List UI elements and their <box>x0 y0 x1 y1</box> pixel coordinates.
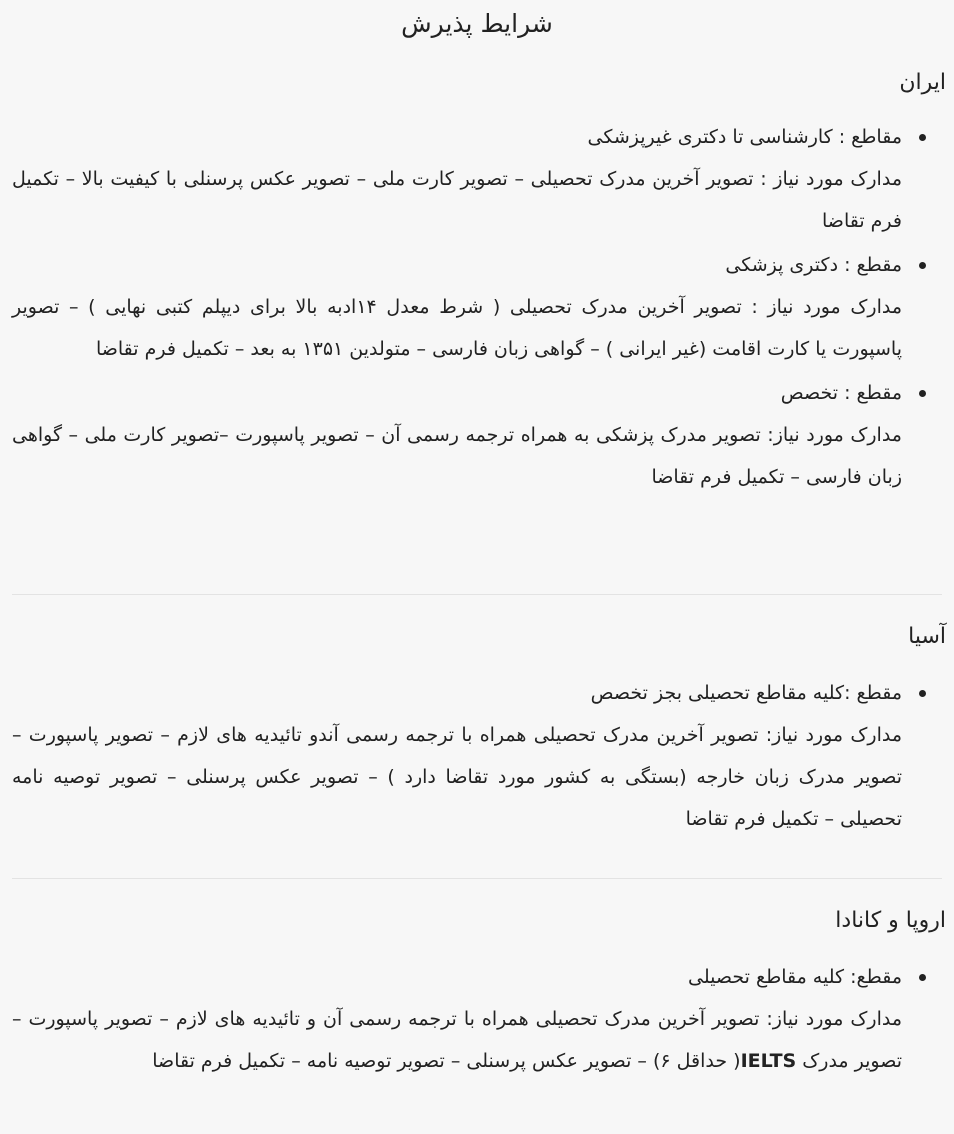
item-body: مدارک مورد نیاز: تصویر مدرک پزشکی به همراه ترجمه رسمی آن – تصویر پاسپورت –تصویر کارت ملی – گواهی زبان فارسی – تکمیل فرم تقاضا <box>12 424 902 488</box>
item-heading <box>12 250 902 280</box>
bullet-icon <box>919 690 926 697</box>
bullet-icon <box>919 390 926 397</box>
section-asia <box>12 622 946 840</box>
item-heading <box>12 378 902 408</box>
item-heading-text: مقطع: کلیه مقاطع تحصیلی <box>688 966 902 988</box>
section-title: ایران <box>899 70 946 95</box>
item-heading <box>12 962 902 992</box>
item-heading <box>12 122 902 152</box>
item-body <box>12 998 902 1082</box>
item-body: مدارک مورد نیاز: تصویر آخرین مدرک تحصیلی همراه با ترجمه رسمی آندو تائیدیه های لازم – تصویر پاسپورت – تصویر مدرک زبان خارجه (بستگی به کشور مورد تقاضا دارد ) – تصویر عکس پرسنلی – تصویر توصیه نامه تحصیلی – تکمیل فرم تقاضا <box>12 724 902 830</box>
section-iran <box>12 68 946 498</box>
item-body-part: ( حداقل ۶) – تصویر عکس پرسنلی – تصویر توصیه نامه – تکمیل فرم تقاضا <box>152 1050 741 1072</box>
bullet-icon <box>919 134 926 141</box>
admission-page <box>12 0 946 1134</box>
item-body: مدارک مورد نیاز : تصویر آخرین مدرک تحصیلی – تصویر کارت ملی – تصویر عکس پرسنلی با کیفیت بالا – تکمیل فرم تقاضا <box>12 168 902 232</box>
item-heading-text: مقاطع : کارشناسی تا دکتری غیرپزشکی <box>587 126 902 148</box>
list-item <box>12 122 902 242</box>
section-title: اروپا و کانادا <box>835 908 946 933</box>
section-divider <box>12 594 942 595</box>
item-heading-text: مقطع : دکتری پزشکی <box>725 254 902 276</box>
list-item <box>12 678 902 840</box>
page-title: شرایط پذیرش <box>401 9 553 38</box>
item-heading-text: مقطع : تخصص <box>780 382 902 404</box>
item-body-part: مدارک مورد نیاز: تصویر آخرین مدرک تحصیلی همراه با ترجمه رسمی آن و تائیدیه های لازم – تصویر پاسپورت – تصویر مدرک <box>12 1008 902 1072</box>
item-body: مدارک مورد نیاز : تصویر آخرین مدرک تحصیلی ( شرط معدل ۱۴ادبه بالا برای دیپلم کتبی نهایی ) – تصویر پاسپورت یا کارت اقامت (غیر ایرانی ) – گواهی زبان فارسی – متولدین ۱۳۵۱ به بعد – تکمیل فرم تقاضا <box>12 296 903 360</box>
list-item <box>12 378 902 498</box>
section-title: آسیا <box>908 624 946 649</box>
bullet-icon <box>919 262 926 269</box>
section-divider <box>12 878 942 879</box>
ielts-label: IELTS <box>740 1050 797 1072</box>
section-europe-canada <box>12 906 946 1082</box>
list-item <box>12 250 902 370</box>
item-heading-text: مقطع :کلیه مقاطع تحصیلی بجز تخصص <box>590 682 902 704</box>
item-heading <box>12 678 902 708</box>
list-item <box>12 962 902 1082</box>
bullet-icon <box>919 974 926 981</box>
